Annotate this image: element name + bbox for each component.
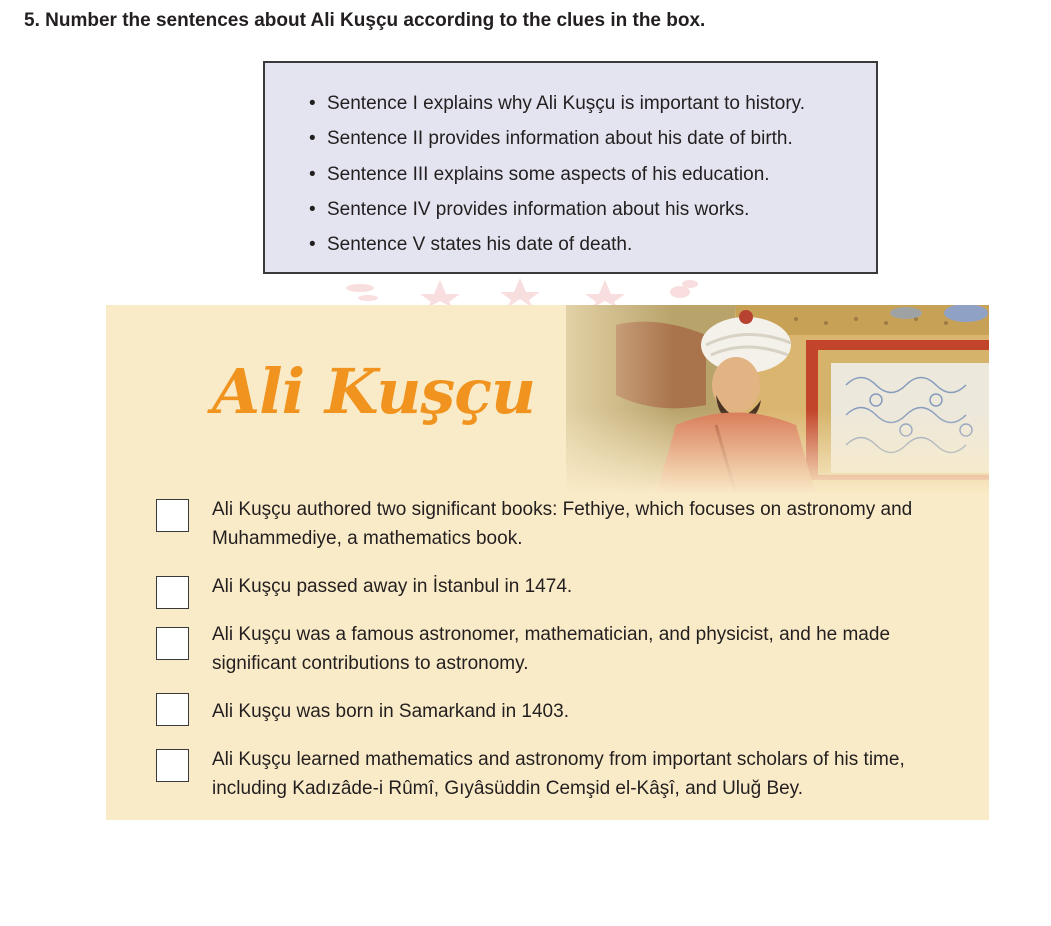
- clue-text: Sentence III explains some aspects of his education.: [327, 163, 770, 185]
- clue-text: Sentence I explains why Ali Kuşçu is important to history.: [327, 93, 806, 114]
- clue-text: Sentence IV provides information about his works.: [327, 198, 750, 220]
- sentence-text: Ali Kuşçu was a famous astronomer, mathematician, and physicist, and he made significant contributions to astronomy.: [212, 624, 891, 674]
- clue-item: [309, 192, 805, 227]
- clue-box: [263, 61, 878, 274]
- clue-list: [309, 86, 805, 262]
- question-heading: [24, 10, 705, 32]
- number-checkbox[interactable]: [156, 576, 189, 609]
- sentence-text: Ali Kuşçu learned mathematics and astronomy from important scholars of his time, including Kadızâde-i Rûmî, Gıyâsüddin Cemşid el-Kâşî, and Uluğ Bey.: [212, 749, 905, 799]
- bullet-icon: •: [309, 163, 316, 185]
- bullet-icon: •: [309, 198, 316, 220]
- number-checkbox[interactable]: [156, 499, 189, 532]
- clue-item: [309, 227, 805, 262]
- bullet-icon: •: [309, 93, 316, 114]
- portrait-illustration: [506, 305, 989, 495]
- panel-title: Ali Kuşçu: [212, 355, 536, 428]
- clue-item: [309, 121, 805, 156]
- number-checkbox[interactable]: [156, 749, 189, 782]
- bullet-icon: •: [309, 128, 316, 150]
- number-checkbox[interactable]: [156, 627, 189, 660]
- question-text: Number the sentences about Ali Kuşçu according to the clues in the box.: [45, 10, 706, 31]
- sentence-text: Ali Kuşçu passed away in İstanbul in 1474.: [212, 576, 573, 597]
- clue-text: Sentence V states his date of death.: [327, 234, 633, 256]
- sentence-text: Ali Kuşçu was born in Samarkand in 1403.: [212, 701, 569, 722]
- clue-item: [309, 157, 805, 192]
- clue-item: [309, 86, 805, 121]
- question-number: 5.: [24, 10, 40, 31]
- faded-decoration: [330, 274, 710, 308]
- biography-panel: [106, 305, 989, 820]
- clue-text: Sentence II provides information about his date of birth.: [327, 128, 793, 150]
- number-checkbox[interactable]: [156, 693, 189, 726]
- sentence-text: Ali Kuşçu authored two significant books: Fethiye, which focuses on astronomy and Muhammediye, a mathematics book.: [212, 499, 913, 549]
- bullet-icon: •: [309, 234, 316, 256]
